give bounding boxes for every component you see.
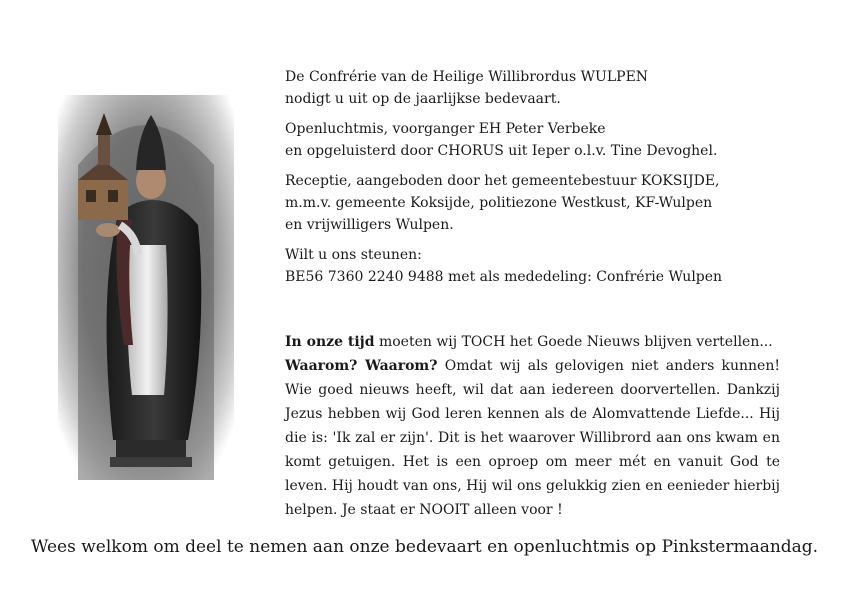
mass-line-2: en opgeluisterd door CHORUS uit Ieper o.l.v. Tine Devoghel. — [285, 143, 718, 159]
message-body-text: Omdat wij als gelovigen niet anders kunnen! Wie goed nieuws heeft, wil dat aan iedereen doorvertellen. Dankzij Jezus hebben wij God leren kennen als de Alomvattende Liefde... Hij die is: 'Ik zal er zijn'. Dit is het waarover Willibrord aan ons kwam en komt getuigen. Het is een oproep om meer mét en vanuit God te leven. Hij houdt van ons, Hij wil ons gelukkig zien en eenieder hierbij helpen. Je staat er NOOIT alleen voor ! — [285, 358, 780, 518]
invitation-line-1: De Confrérie van de Heilige Willibrordus WULPEN — [285, 69, 649, 85]
message-block — [285, 330, 780, 522]
support-bank-account: BE56 7360 2240 9488 met als mededeling: Confrérie Wulpen — [285, 269, 723, 285]
invitation-paragraph — [285, 66, 780, 110]
event-info — [285, 66, 780, 296]
message-lead-rest: moeten wij TOCH het Goede Nieuws blijven vertellen... — [374, 334, 773, 350]
message-lead — [285, 330, 780, 354]
mass-paragraph — [285, 118, 780, 162]
welcome-footer: Wees welkom om deel te nemen aan onze bedevaart en openluchtmis op Pinkstermaandag. — [30, 537, 819, 557]
reception-line-3: en vrijwilligers Wulpen. — [285, 217, 454, 233]
mass-line-1: Openluchtmis, voorganger EH Peter Verbeke — [285, 121, 606, 137]
message-question-bold: Waarom? Waarom? — [285, 358, 438, 374]
reception-line-2: m.m.v. gemeente Koksijde, politiezone Westkust, KF-Wulpen — [285, 195, 713, 211]
message-lead-bold: In onze tijd — [285, 334, 375, 350]
reception-line-1: Receptie, aangeboden door het gemeentebestuur KOKSIJDE, — [285, 173, 720, 189]
statue-photo — [58, 95, 234, 480]
message-body — [285, 354, 780, 522]
support-line-1: Wilt u ons steunen: — [285, 247, 422, 263]
invitation-line-2: nodigt u uit op de jaarlijkse bedevaart. — [285, 91, 561, 107]
reception-paragraph — [285, 170, 780, 236]
support-paragraph — [285, 244, 780, 288]
